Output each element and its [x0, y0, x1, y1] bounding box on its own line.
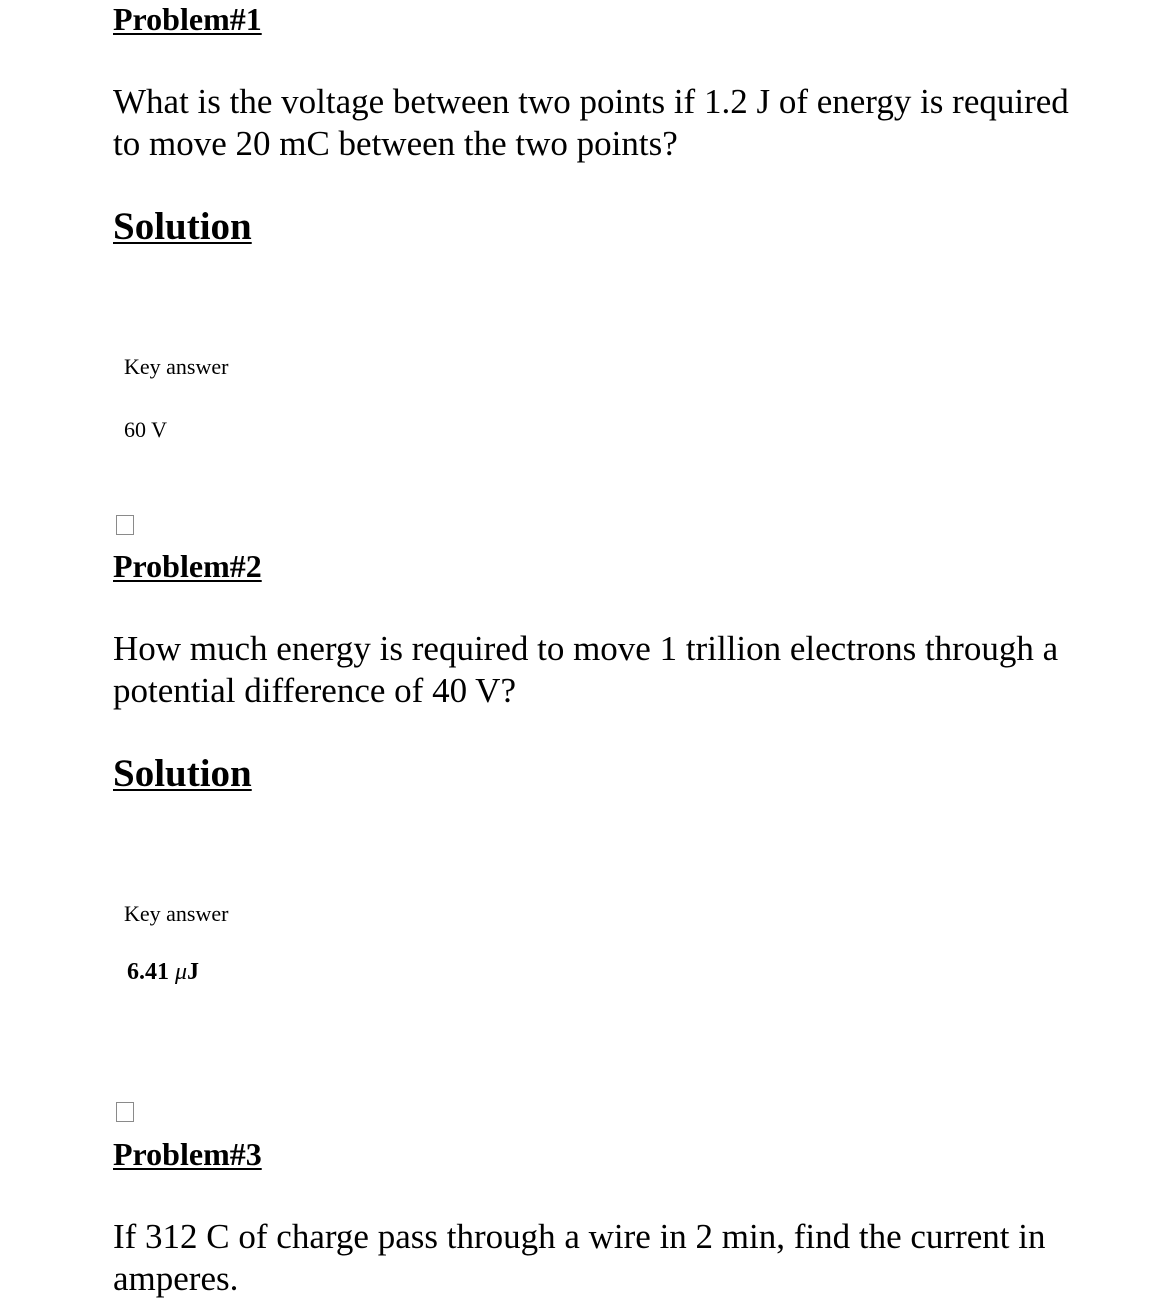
key-answer-number: 6.41 — [127, 959, 169, 985]
problem-1-key-answer-value: 60 V — [124, 417, 167, 442]
problem-2-title: Problem#2 — [113, 548, 262, 584]
problem-3-question: If 312 C of charge pass through a wire in 2 min, find the current in amperes. — [113, 1217, 1046, 1298]
problem-1-solution-heading: Solution — [113, 205, 252, 248]
problem-2-question: How much energy is required to move 1 trillion electrons through a potential difference of 40 V? — [113, 629, 1059, 710]
problem-2-solution-heading: Solution — [113, 752, 252, 795]
problem-3-title: Problem#3 — [113, 1136, 262, 1172]
problem-1-title: Problem#1 — [113, 1, 262, 37]
problem-2-key-answer-label: Key answer — [124, 901, 229, 926]
key-answer-unit: J — [187, 959, 200, 985]
problem-1-key-answer-label: Key answer — [124, 354, 229, 379]
problem-1-question: What is the voltage between two points if 1.2 J of energy is required to move 20 mC between the two points? — [113, 82, 1069, 163]
problem-2-key-answer-value — [127, 960, 199, 984]
broken-image-icon — [116, 1102, 134, 1122]
micro-prefix: μ — [175, 959, 188, 985]
broken-image-icon — [116, 515, 134, 535]
